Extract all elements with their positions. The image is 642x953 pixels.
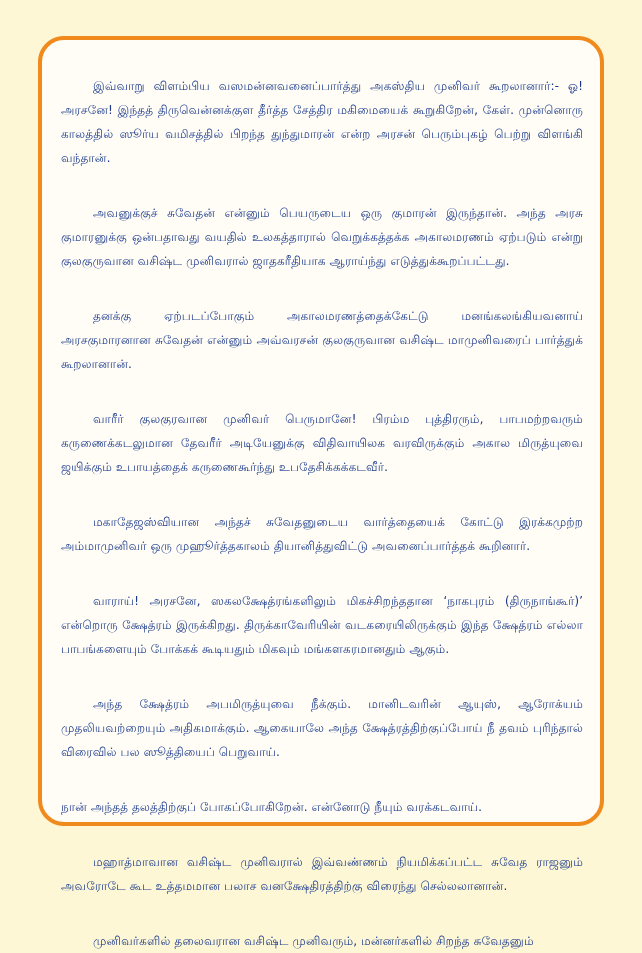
text-line: வாராய்! அரசனே, ஸகலக்ஷேத்ரங்களிலும் மிகச்சிறந்ததான ‘நாகபுரம் [93,594,495,608]
text-line: கருணைக்கடலுமான தேவரீர் அடியேனுக்கு விதிவாயிலக வரவிருக்கும் அகால மிருத்யுவை [61,436,583,450]
text-line: ஓ! அரசனே! இந்தத் திருவென்னக்குள தீர்த்த சேத்திர மகிமையைக் கூறுகிறேன், கேள். [61,79,583,117]
paragraph [61,407,583,479]
text-line: அவரோடே கூட உத்தமமான பலாச வனக்ஷேதிரத்திற்கு விரைந்து செல்லலானான். [61,879,508,893]
text-line: என்று குலகுருவான வசிஷ்ட முனிவரால் ஜாதகரீதியாக ஆராய்ந்து எடுத்துக்கூறப்பட்டது. [61,230,583,268]
text-line: இந்த க்ஷேத்ரம் எல்லா பாபங்களையும் போக்கக் கூடியதும் மிகவும் மங்களகரமானதும் [61,618,584,656]
paragraph [61,589,583,661]
paragraph [61,510,583,558]
paragraph [61,795,583,819]
paragraph [61,201,583,273]
paragraph [61,850,583,898]
text-line: (திருநாங்கூர்)’ என்றொரு க்ஷேத்ரம் இருக்கிறது. திருக்காவேரியின் வடகரையிலிருக்கும் [61,594,584,632]
text-line: அம்மாமுனிவர் ஒரு முஹூர்த்தகாலம் தியானித்துவிட்டு அவனைப்பார்த்தக் கூறினார். [61,539,531,553]
text-line: இவ்வாறு விளம்பிய வஸமன்னவனைப்பார்த்து அகஸ்திய முனிவர் கூறலானார்:- [93,79,559,93]
text-line: அந்த க்ஷேத்ரம் அபமிருத்யுவை நீக்கும். மானிடவரின் ஆயுஸ், ஆரோக்யம் [93,697,583,711]
text-line: தனக்கு ஏற்படப்போகும் அகாலமரணத்தைக்கேட்டு மனங்கலங்கியவனாய் [93,309,583,323]
text-line: ஆகும். [409,642,450,656]
text-line: மஹாத்மாவான வசிஷ்ட முனிவரால் இவ்வண்ணம் நியமிக்கப்பட்ட சுவேத ராஜனும் [93,855,583,869]
text-line: வாரீர் குலகுரவான முனிவர் பெருமானே! பிரம்ம புத்திரரும், பாபமற்றவரும் [93,412,583,426]
text-line: நான் அந்தத் தலத்திற்குப் போகப்போகிறேன். என்னோடு நீயும் வரக்கடவாய். [61,800,482,814]
text-line: குமாரனுக்கு ஒன்பதாவது வயதில் உலகத்தாரால் வெறுக்கத்தக்க அகாலமரணம் ஏற்படும் [61,230,547,244]
text-line: அரசகுமாரனான சுவேதன் என்னும் அவ்வரசன் குலகுருவான வசிஷ்ட மாமுனிவரைப் [61,333,531,347]
text-line: அவனுக்குச் சுவேதன் என்னும் பெயருடைய ஒரு குமாரன் இருந்தான். அந்த அரசு [93,206,583,220]
text-line: மகாதேஜஸ்வியான அந்தச் சுவேதனுடைய வார்த்தையைக் கோட்டு இரக்கமுற்ற [93,515,583,529]
paragraph [61,304,583,376]
text-line: பார்த்துக் கூறலானான். [61,333,583,371]
paragraph [61,74,583,170]
page-frame [38,36,604,948]
text-line: முதலியவற்றையும் அதிகமாக்கும். ஆகையாலே அந்த க்ஷேத்ரத்திற்குப்போய் நீ தவம் [61,721,529,735]
text-line: ஜயிக்கும் உபாயத்தைக் கருணைகூர்ந்து உபதேசிக்கக்கடவீர். [61,460,388,474]
text-line: முன்னொரு காலத்தில் ஸூர்ய வமிசத்தில் பிறந்த துந்துமாரன் என்ற அரசன் பெரும்புகழ் [61,103,583,141]
paragraph [61,692,583,764]
text-line: முனிவர்களில் தலைவரான வசிஷ்ட முனிவரும், மன்னர்களில் சிறந்த சுவேதனும் [93,934,534,948]
text-line: புரிந்தால் விரைவில் பல ஸூத்தியைப் பெறுவாய். [61,721,584,759]
document-body [61,74,583,953]
text-line: பெற்று விளங்கி வந்தான். [61,127,584,165]
paragraph [61,929,583,953]
